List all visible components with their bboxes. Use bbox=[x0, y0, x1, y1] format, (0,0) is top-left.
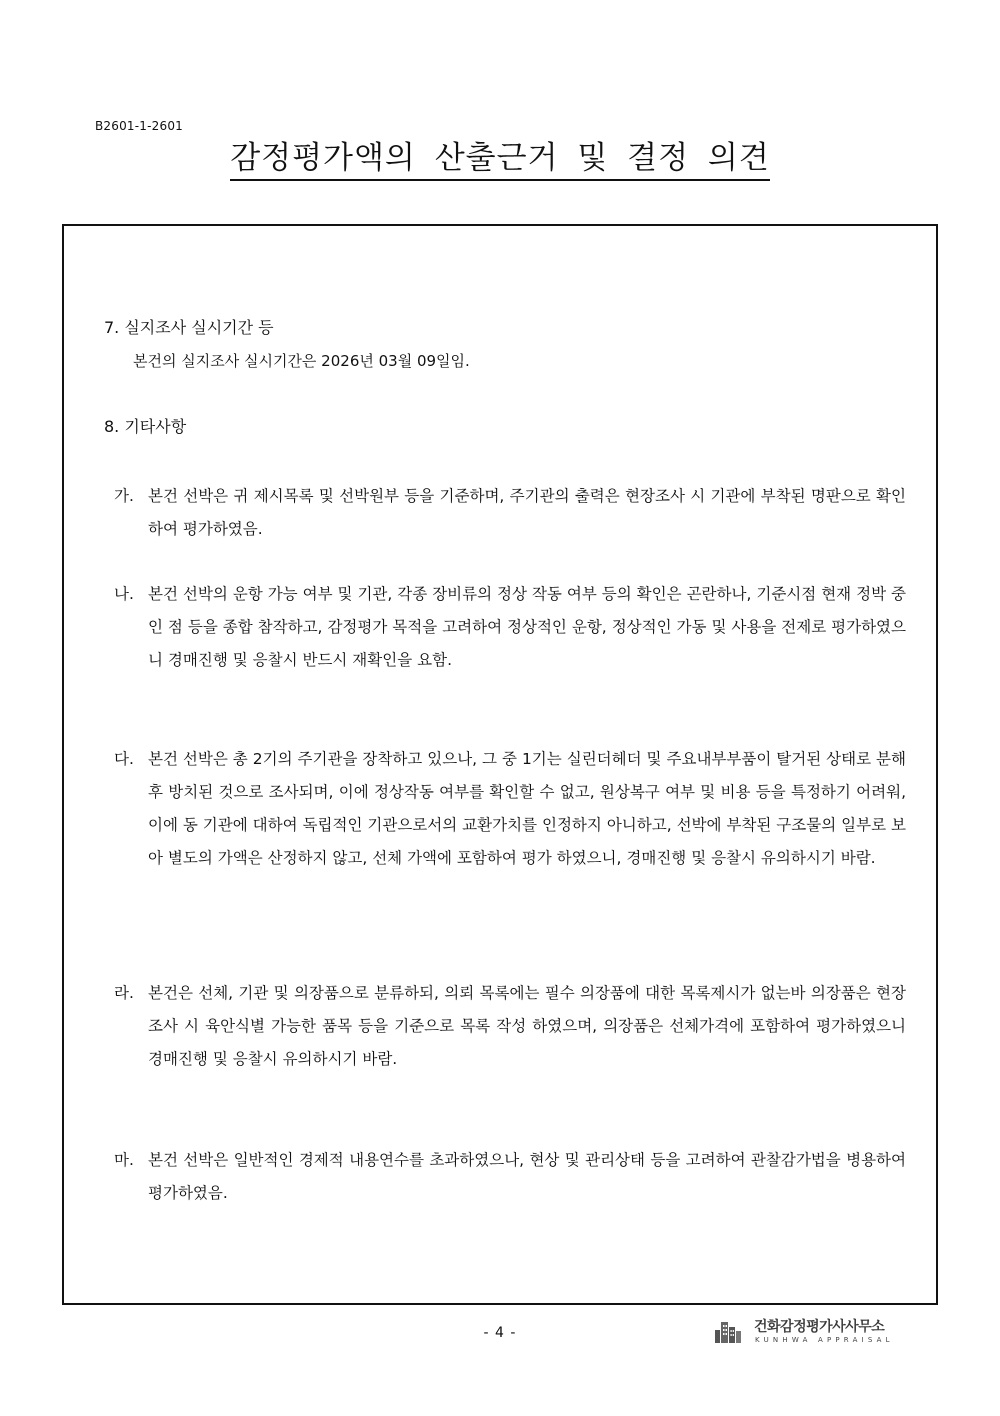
item-text: 본건은 선체, 기관 및 의장품으로 분류하되, 의뢰 목록에는 필수 의장품에 대한 목록제시가 없는바 의장품은 현장조사 시 육안식별 가능한 품목 등을 기준으로 목록 작성 하였으며, 의장품은 선체가격에 포함하여 평가하였으니 경매진행 및 응찰시 유의하시기 바람. bbox=[148, 984, 906, 1068]
list-item bbox=[114, 977, 906, 1076]
item-text: 본건 선박은 일반적인 경제적 내용연수를 초과하였으나, 현상 및 관리상태 등을 고려하여 관찰감가법을 병용하여 평가하였음. bbox=[148, 1151, 906, 1202]
page-title-text: 감정평가액의 산출근거 및 결정 의견 bbox=[230, 138, 770, 181]
item-text: 본건 선박은 총 2기의 주기관을 장착하고 있으나, 그 중 1기는 실린더헤더 및 주요내부부품이 탈거된 상태로 분해 후 방치된 것으로 조사되며, 이에 정상작동 여부를 확인할 수 없고, 원상복구 여부 및 비용 등을 특정하기 어려워, 이에 동 기관에 대하여 독립적인 기관으로서의 교환가치를 인정하지 아니하고, 선박에 부착된 구조물의 일부로 보아 별도의 가액은 산정하지 않고, 선체 가액에 포함하여 평가 하였으니, 경매진행 및 응찰시 유의하시기 바람. bbox=[148, 750, 906, 867]
company-logo bbox=[714, 1316, 906, 1346]
document-code: B2601-1-2601 bbox=[95, 119, 184, 133]
building-logo-icon bbox=[714, 1318, 754, 1344]
section-inspection-period bbox=[104, 318, 904, 371]
section-heading: 7. 실지조사 실시기간 등 bbox=[104, 318, 274, 337]
page-number: - 4 - bbox=[483, 1325, 517, 1341]
page-title bbox=[0, 138, 1000, 181]
logo-name: 건화감정평가사사무소 bbox=[754, 1319, 885, 1335]
item-marker: 나. bbox=[114, 585, 134, 603]
item-text: 본건 선박은 귀 제시목록 및 선박원부 등을 기준하며, 주기관의 출력은 현장조사 시 기관에 부착된 명판으로 확인하여 평가하였음. bbox=[148, 487, 906, 538]
section-body: 본건의 실지조사 실시기간은 2026년 03월 09일임. bbox=[133, 352, 470, 370]
list-item bbox=[114, 1144, 906, 1210]
item-marker: 가. bbox=[114, 487, 134, 505]
item-text: 본건 선박의 운항 가능 여부 및 기관, 각종 장비류의 정상 작동 여부 등의 확인은 곤란하나, 기준시점 현재 정박 중인 점 등을 종합 참작하고, 감정평가 목적을 고려하여 정상적인 운항, 정상적인 가동 및 사용을 전제로 평가하였으니 경매진행 및 응찰시 반드시 재확인을 요함. bbox=[148, 585, 906, 669]
section-heading: 8. 기타사항 bbox=[104, 417, 187, 436]
item-marker: 라. bbox=[114, 984, 134, 1002]
content-box bbox=[62, 224, 938, 1305]
item-marker: 다. bbox=[114, 750, 134, 768]
item-marker: 마. bbox=[114, 1151, 134, 1169]
list-item bbox=[114, 578, 906, 677]
section-other-notes bbox=[104, 417, 904, 437]
logo-subtitle: KUNHWA APPRAISAL bbox=[755, 1336, 894, 1344]
list-item bbox=[114, 743, 906, 875]
list-item bbox=[114, 480, 906, 546]
